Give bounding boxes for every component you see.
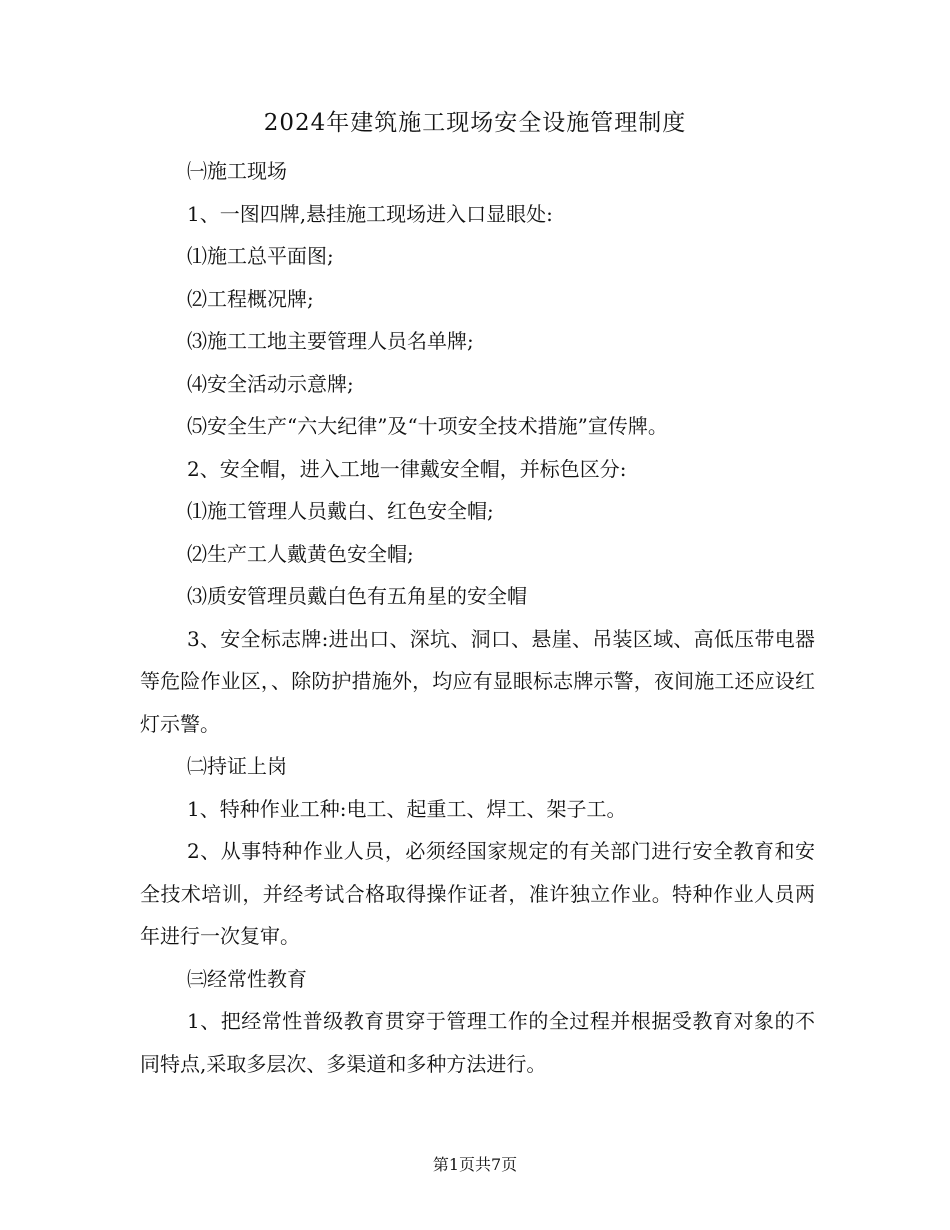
section-heading-education: ㈢经常性教育	[187, 966, 307, 991]
document-body	[140, 150, 815, 1085]
list-item: ⑷安全活动示意牌;	[187, 371, 354, 396]
list-item: ⑶质安管理员戴白色有五角星的安全帽	[187, 584, 527, 608]
list-item: ⑴施工总平面图;	[187, 244, 334, 268]
document-title: 2024年建筑施工现场安全设施管理制度	[263, 110, 687, 136]
list-item: ⑵生产工人戴黄色安全帽;	[187, 541, 414, 566]
list-item: ⑴施工管理人员戴白、红色安全帽;	[187, 499, 494, 523]
paragraph-item: 1、把经常性普级教育贯穿于管理工作的全过程并根据受教育对象的不同特点,采取多层次、多渠道和多种方法进行。	[140, 1009, 815, 1076]
page-number-footer: 第1页共7页	[432, 1155, 518, 1174]
section-heading-site: ㈠施工现场	[187, 159, 287, 183]
section-heading-certification: ㈡持证上岗	[187, 754, 287, 778]
paragraph-item: 2、安全帽，进入工地一律戴安全帽，并标色区分:	[187, 456, 627, 481]
paragraph-item: 1、一图四牌,悬挂施工现场进入口显眼处:	[187, 201, 553, 226]
paragraph-item: 3、安全标志牌:进出口、深坑、洞口、悬崖、吊装区域、高低压带电器等危险作业区，、除防护措施外，均应有显眼标志牌示警，夜间施工还应设红灯示警。	[140, 626, 815, 736]
list-item: ⑸安全生产“六大纪律”及“十项安全技术措施”宣传牌。	[187, 414, 668, 438]
paragraph-item: 1、特种作业工种:电工、起重工、焊工、架子工。	[187, 796, 627, 821]
list-item: ⑵工程概况牌;	[187, 286, 314, 311]
paragraph-item: 2、从事特种作业人员，必须经国家规定的有关部门进行安全教育和安全技术培训，并经考试合格取得操作证者，准许独立作业。特种作业人员两年进行一次复审。	[140, 839, 815, 948]
list-item: ⑶施工工地主要管理人员名单牌;	[187, 329, 474, 353]
